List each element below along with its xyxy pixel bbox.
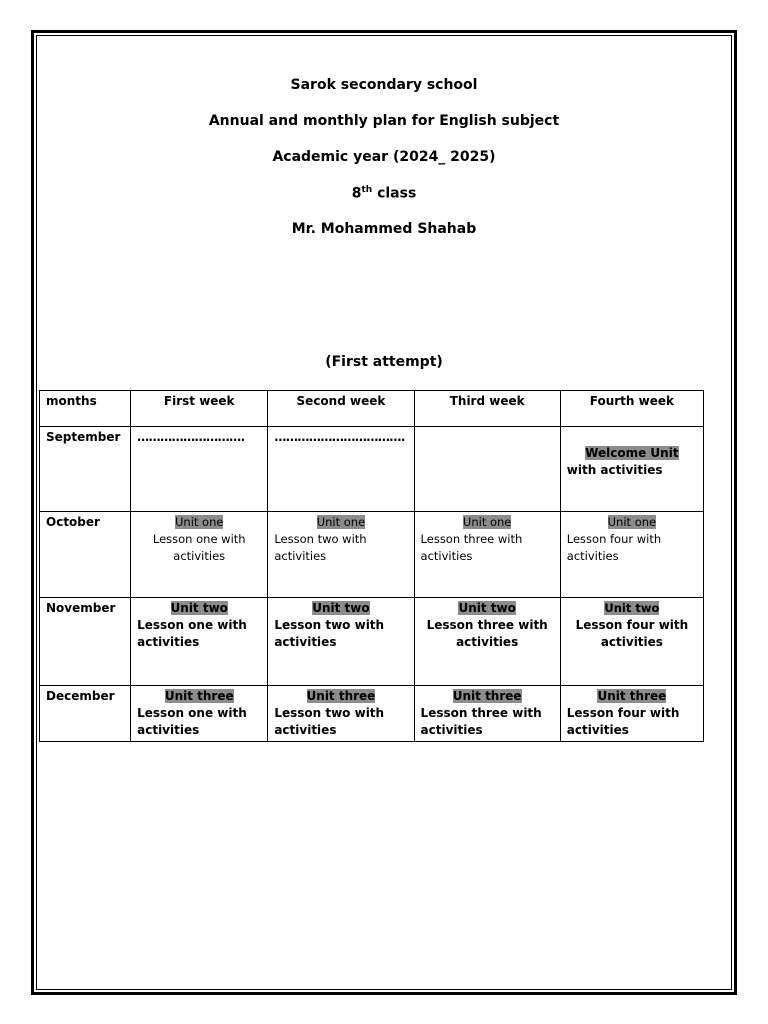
header-first-week: First week	[131, 391, 268, 427]
lesson-label: Lesson three with activities	[420, 532, 523, 563]
class-line	[36, 185, 732, 202]
cell-sep-w4	[560, 427, 703, 512]
placeholder-dots: ……………………….	[137, 430, 245, 444]
cell-nov-w3	[414, 598, 560, 686]
school-name: Sarok secondary school	[290, 77, 478, 93]
lesson-label: Lesson four with activities	[566, 706, 680, 737]
cell-oct-w4	[560, 512, 703, 598]
unit-label: Unit two	[312, 601, 370, 615]
class-ordinal: th	[361, 185, 373, 195]
class-word: class	[377, 185, 417, 202]
unit-label: Unit three	[597, 689, 667, 703]
cell-sep-w3	[414, 427, 560, 512]
unit-label: Unit one	[174, 515, 224, 529]
cell-dec-w2	[268, 686, 414, 742]
lesson-label: Lesson one with activities	[137, 618, 247, 649]
month-november: November	[40, 598, 131, 686]
class-number: 8	[351, 185, 362, 202]
attempt-label: (First attempt)	[325, 354, 443, 370]
cell-nov-w1	[131, 598, 268, 686]
header-fourth-week: Fourth week	[560, 391, 703, 427]
cell-sep-w1	[131, 427, 268, 512]
cell-nov-w2	[268, 598, 414, 686]
cell-sep-w2	[268, 427, 414, 512]
unit-label: Unit three	[452, 689, 522, 703]
academic-year: Academic year (2024_ 2025)	[272, 149, 496, 165]
month-october: October	[40, 512, 131, 598]
unit-label: Unit three	[164, 689, 234, 703]
cell-oct-w1	[131, 512, 268, 598]
lesson-label: Lesson three with activities	[420, 706, 542, 737]
table-row-november	[40, 598, 704, 686]
table-row-october	[40, 512, 704, 598]
cell-dec-w4	[560, 686, 703, 742]
month-december: December	[40, 686, 131, 742]
lesson-label: Lesson four with activities	[575, 618, 689, 649]
table-row-september	[40, 427, 704, 512]
cell-oct-w3	[414, 512, 560, 598]
unit-label: Welcome Unit	[585, 446, 679, 460]
header-second-week: Second week	[268, 391, 414, 427]
month-september: September	[40, 427, 131, 512]
cell-dec-w3	[414, 686, 560, 742]
cell-nov-w4	[560, 598, 703, 686]
header-third-week: Third week	[414, 391, 560, 427]
table-row-december	[40, 686, 704, 742]
plan-title: Annual and monthly plan for English subject	[208, 113, 560, 129]
lesson-label: Lesson two with activities	[274, 618, 385, 649]
unit-label: Unit one	[462, 515, 512, 529]
lesson-label: with activities	[566, 463, 663, 477]
lesson-label: Lesson two with activities	[274, 706, 385, 737]
cell-oct-w2	[268, 512, 414, 598]
table-header-row	[40, 391, 704, 427]
cell-dec-w1	[131, 686, 268, 742]
lesson-label: Lesson three with activities	[426, 618, 548, 649]
lesson-label: Lesson one with activities	[152, 532, 246, 563]
lesson-label: Lesson two with activities	[274, 532, 367, 563]
placeholder-dots: …………………………….	[274, 430, 405, 444]
unit-label: Unit one	[607, 515, 657, 529]
lesson-label: Lesson four with activities	[566, 532, 662, 563]
unit-label: Unit two	[604, 601, 660, 615]
unit-label: Unit two	[170, 601, 228, 615]
unit-label: Unit two	[458, 601, 516, 615]
unit-label: Unit three	[306, 689, 376, 703]
header-months: months	[40, 391, 131, 427]
plan-table	[39, 390, 704, 742]
teacher-name: Mr. Mohammed Shahab	[291, 221, 477, 237]
unit-label: Unit one	[316, 515, 366, 529]
lesson-label: Lesson one with activities	[137, 706, 247, 737]
